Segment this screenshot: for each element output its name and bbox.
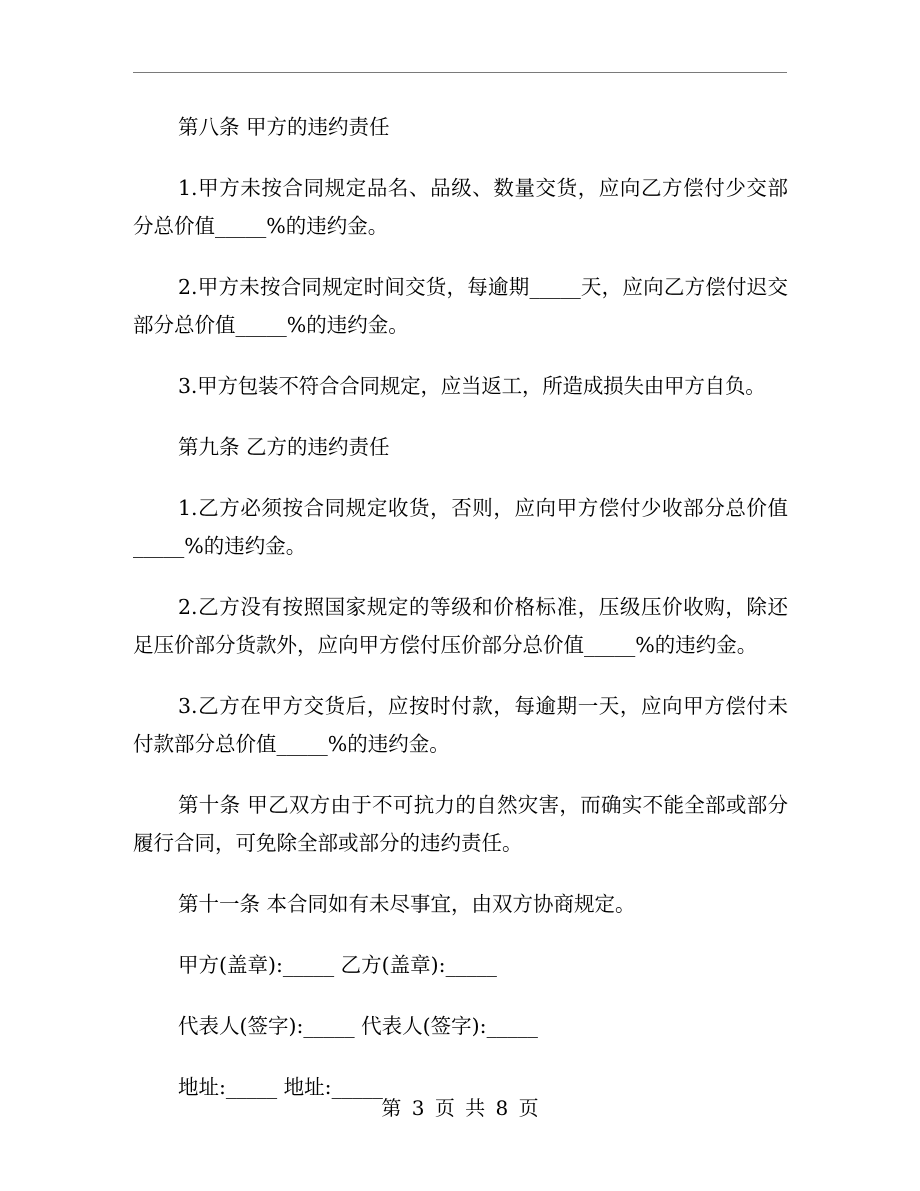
article-8-clause-3: 3.甲方包装不符合合同规定，应当返工，所造成损失由甲方自负。 (178, 374, 766, 398)
document-body (133, 108, 788, 1129)
article-10: 第十条 甲乙双方由于不可抗力的自然灾害，而确实不能全部或部分履行合同，可免除全部或部分的违约责任。 (133, 793, 788, 855)
page-number-footer: 第 3 页 共 8 页 (381, 1096, 539, 1120)
article-8-heading: 第八条 甲方的违约责任 (178, 115, 390, 139)
article-11: 第十一条 本合同如有未尽事宜，由双方协商规定。 (178, 892, 636, 916)
article-9-clause-1: 1.乙方必须按合同规定收货，否则，应向甲方偿付少收部分总价值_____%的违约金。 (133, 496, 788, 558)
signature-seal-line: 甲方(盖章):_____ 乙方(盖章):_____ (178, 953, 497, 977)
article-9-clause-3: 3.乙方在甲方交货后，应按时付款，每逾期一天，应向甲方偿付未付款部分总价值_____%的违约金。 (133, 694, 788, 756)
article-8-clause-1: 1.甲方未按合同规定品名、品级、数量交货，应向乙方偿付少交部分总价值_____%的违约金。 (133, 176, 788, 238)
article-9-clause-2: 2.乙方没有按照国家规定的等级和价格标准，压级压价收购，除还足压价部分货款外，应向甲方偿付压价部分总价值_____%的违约金。 (133, 595, 788, 657)
signature-representative-line: 代表人(签字):_____ 代表人(签字):_____ (178, 1014, 538, 1038)
signature-address-line: 地址:_____ 地址:_____ (178, 1075, 383, 1099)
header-divider (133, 72, 787, 73)
article-8-clause-2: 2.甲方未按合同规定时间交货，每逾期_____天，应向乙方偿付迟交部分总价值_____%的违约金。 (133, 275, 788, 337)
article-9-heading: 第九条 乙方的违约责任 (178, 435, 390, 459)
